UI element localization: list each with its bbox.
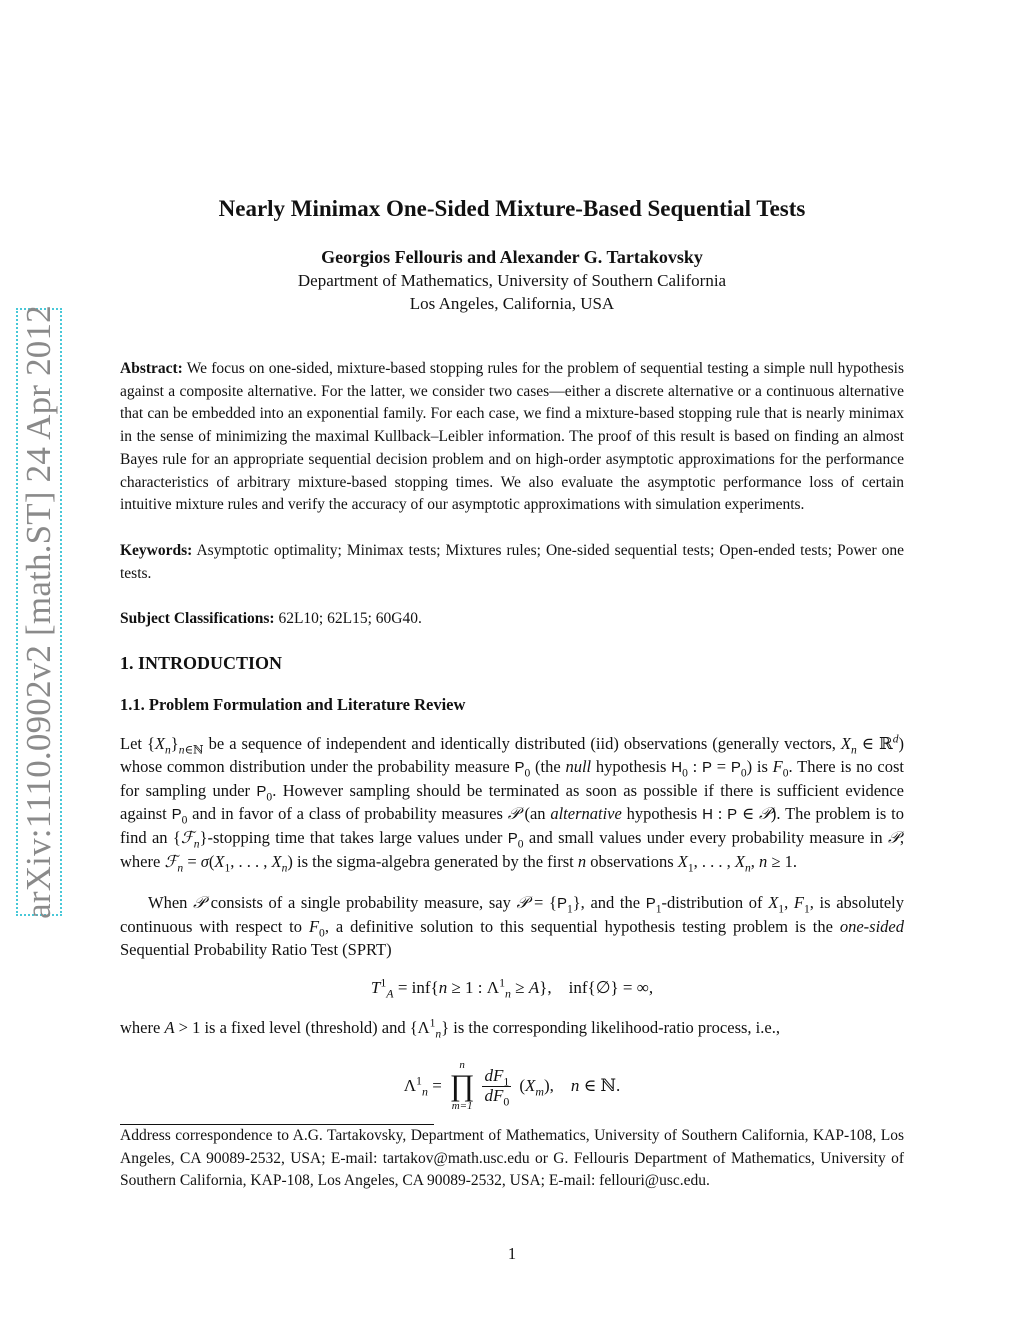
subject-text: 62L10; 62L15; 60G40.: [278, 610, 422, 627]
abstract-text: We focus on one-sided, mixture-based stopping rules for the problem of sequential testing a simple null hypothesis against a composite alternative. For the latter, we consider two cases—either a discrete alternative or a continuous alternative that can be embedded into an exponential family. For each case, we find a mixture-based stopping rule that is nearly minimax in the sense of minimizing the maximal Kullback–Leibler information. The proof of this result is based on finding an almost Bayes rule for an appropriate sequential decision problem and on high-order asymptotic approximations for the performance characteristics of arbitrary mixture-based stopping times. We also evaluate the asymptotic performance loss of certain intuitive mixture rules and verify the accuracy of our asymptotic approximations with simulation experiments.: [120, 360, 904, 514]
affiliation-line-1: Department of Mathematics, University of Southern California: [297, 271, 727, 290]
keywords-text: Asymptotic optimality; Minimax tests; Mixtures rules; One-sided sequential tests; Open-ended tests; Power one tests.: [120, 542, 904, 582]
paragraph-sprt: When 𝒫 consists of a single probability measure, say 𝒫 = $\{P_1\}$, and the $P_1$-distribution of $X_1$, $F_1$, is absolutely continuous with respect to $F_0$, a definitive solution to this sequential hypothesis testing problem is the one-sided Sequential Probability Ratio Test (SPRT): [120, 893, 905, 959]
paragraph-threshold: where A > 1 is a fixed level (threshold) and $\{\Lambda^1_n\}$ is the corresponding likelihood-ratio process, i.e.,: [120, 1017, 780, 1041]
arxiv-id: arXiv:1110.0902v2 [math.ST] 24 Apr 2012: [19, 305, 58, 919]
paragraph-problem-formulation: Let $\{X_n\}_{n\in ℕ}$ be a sequence of independent and identically distributed (iid) observations (generally vectors, $X_n$ ∈ ℝ$^d$) whose common distribution under the probability measure $P_0$ (the null hypothesis $H_0$ : $P = P_0$) is $F_0$. There is no cost for sampling under $P_0$. However sampling should be terminated as soon as possible if there is sufficient evidence against $P_0$ and in favor of a class of probability measures 𝒫 (an alternative hypothesis H : P ∈ 𝒫). The problem is to find an {ℱ$_n$}-stopping time that takes large values under $P_0$ and small values under every probability measure in 𝒫, where ℱ$_n$ = $\sigma(X_1$, . . . , $X_n$) is the sigma-algebra generated by the first n observations $X_1$, . . . , $X_n$, n ≥ 1.: [120, 733, 905, 875]
paper-title: Nearly Minimax One-Sided Mixture-Based Sequential Tests: [218, 196, 806, 221]
section-heading-introduction: 1. INTRODUCTION: [120, 653, 283, 673]
arxiv-stamp: [16, 305, 62, 919]
keywords: [120, 540, 904, 585]
keywords-label: Keywords:: [120, 542, 193, 559]
equation-likelihood-ratio: $\Lambda^1_n$ = n ∏ m=1 $\frac{dF_1}{dF_0}$ $(X_m)$, n ∈ ℕ.: [403, 1059, 621, 1112]
footnote-address: Address correspondence to A.G. Tartakovsky, Department of Mathematics, University of Southern California, KAP-108, Los Angeles, CA 90089-2532, USA; E-mail: tartakov@math.usc.edu or G. Fellouris Department of Mathematics, University of Southern California, KAP-108, Los Angeles, CA 90089-2532, USA; E-mail: fellouri@usc.edu.: [120, 1127, 904, 1190]
paper-authors: Georgios Fellouris and Alexander G. Tartakovsky: [321, 247, 703, 267]
affiliation-line-2: Los Angeles, California, USA: [409, 294, 615, 313]
abstract-label: Abstract:: [120, 360, 183, 377]
equation-stopping-time: $T^1_A = inf\{n \ge 1$ : $\Lambda^1_n \ge A$}, inf{∅} = ∞,: [370, 975, 654, 1001]
page-number: 1: [507, 1244, 517, 1263]
subject-label: Subject Classifications:: [120, 610, 275, 627]
abstract: [120, 358, 904, 517]
subsection-heading-problem-formulation: 1.1. Problem Formulation and Literature Review: [120, 695, 466, 714]
subject-classifications: [120, 608, 904, 631]
